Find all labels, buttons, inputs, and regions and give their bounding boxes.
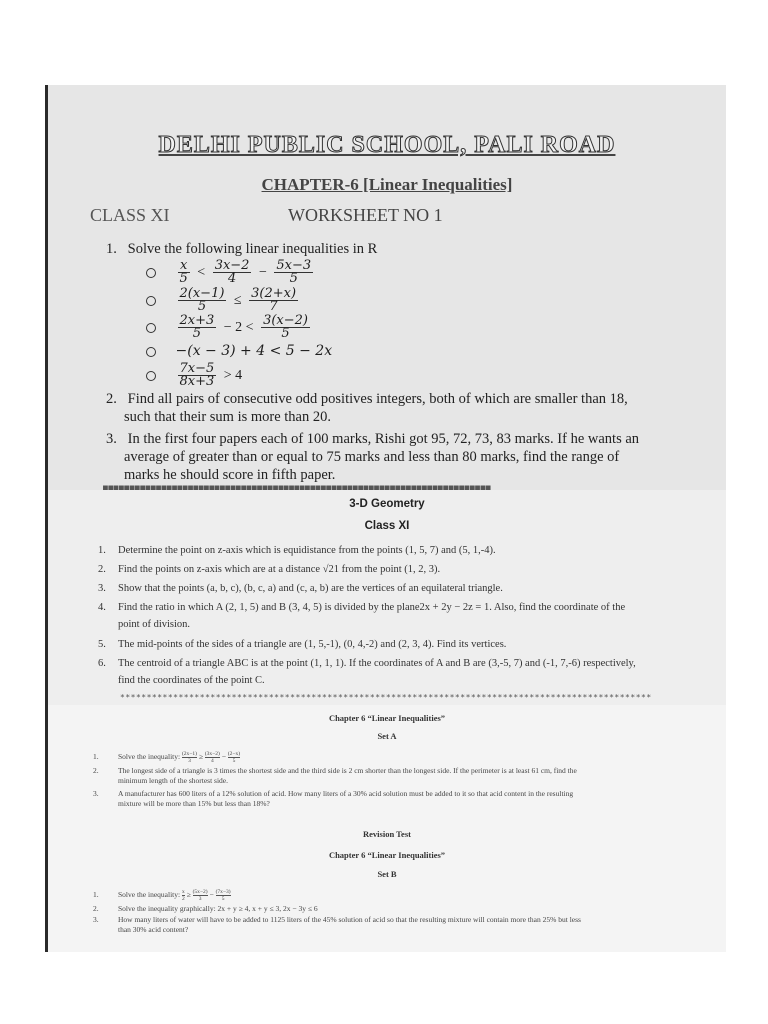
fraction: $\frac{3(2+x)}{7}$ [251, 286, 297, 314]
list-item: 3. Show that the points (a, b, c), (b, c, a) and (c, a, b) are the vertices of an equilateral triangle. [98, 583, 503, 594]
list-item: 2. Find the points on z-axis which are at a distance √21 from the point (1, 2, 3). [98, 564, 441, 575]
separator-line: **************************************************************************************************** [120, 693, 652, 702]
list-item: 2. Solve the inequality graphically: 2x + y ≥ 4, x + y ≤ 3, 2x − 3y ≤ 6 [93, 904, 318, 913]
expression: −(x − 3) + 4 < 5 − 2x [175, 343, 333, 359]
separator-line: ■■■■■■■■■■■■■■■■■■■■■■■■■■■■■■■■■■■■■■■■■■■■■■■■■■■■■■■■■■■■■■■■■■■■■■■■■ [103, 483, 492, 490]
fraction: $\frac{5x-3}{5}$ [276, 258, 312, 286]
fraction: $\frac{(2x-1)}{3}$ [181, 751, 197, 764]
set-label: Set A [377, 731, 397, 741]
fraction: $\frac{(2-x)}{5}$ [227, 751, 241, 764]
class-label: CLASS XI [90, 205, 170, 225]
set-label: Set B [377, 869, 397, 879]
list-item: 1. Solve the inequality: $\frac{(2x-1)}{3}$ ≥ $\frac{(3x-2)}{4}$ − $\frac{(2-x)}{5}$ [93, 751, 241, 764]
question-text: In the first four papers each of 100 marks, Rishi got 95, 72, 73, 83 marks. If he wants an [127, 431, 640, 447]
list-item: 4. Find the ratio in which A (2, 1, 5) and B (3, 4, 5) is divided by the plane2x + 2y − 2z = 1. Also, find the coordinate of the point of division. [98, 602, 626, 630]
chapter-title: CHAPTER-6 [Linear Inequalities] [261, 175, 513, 194]
list-item: 3. A manufacturer has 600 liters of a 12% solution of acid. How many liters of a 30% acid solution must be added to it so that acid content in the resulting mixture will be more than 15% but less than 18%? [93, 789, 574, 808]
inequality-item [146, 260, 315, 285]
list-item: 5. The mid-points of the sides of a triangle are (1, 5,-1), (0, 4,-2) and (2, 3, 4). Find its vertices. [98, 639, 507, 650]
fraction: $\frac{x}{2}$ [181, 889, 185, 902]
question-text: marks he should score in fifth paper. [124, 467, 336, 483]
list-item: 6. The centroid of a triangle ABC is at the point (1, 1, 1). If the coordinates of A and B are (3,-5, 7) and (-1, 7,-6) respectively, find the coordinates of the point C. [98, 658, 636, 686]
question-1 [106, 240, 377, 258]
fraction: $\frac{3(x-2)}{5}$ [263, 313, 308, 341]
inequality-item [146, 288, 300, 313]
worksheet-number: WORKSHEET NO 1 [288, 205, 443, 225]
question-number: 3. [106, 431, 117, 447]
fraction: $\frac{2(x-1)}{5}$ [179, 286, 225, 314]
list-item: 2. The longest side of a triangle is 3 times the shortest side and the third side is 2 cm shorter than the longest side. If the perimeter is at least 61 cm, find the minimum length of the shortest side. [93, 766, 577, 785]
bullet-icon [146, 268, 156, 278]
bullet-icon [146, 347, 156, 357]
list-item: 3. How many liters of water will have to be added to 1125 liters of the 45% solution of acid so that the resulting mixture will contain more than 25% but less than 30% acid content? [93, 915, 581, 934]
question-2 [106, 390, 628, 426]
question-text: such that their sum is more than 20. [124, 409, 331, 425]
section-title: 3-D Geometry [349, 498, 425, 510]
inequality-item [146, 315, 312, 340]
question-number: 1. [106, 241, 117, 257]
section-title: Chapter 6 “Linear Inequalities” [328, 850, 446, 860]
worksheet-section [48, 705, 726, 952]
worksheet-section [48, 490, 726, 705]
inequality-item [146, 363, 244, 388]
relation: − 2 < [223, 319, 254, 335]
list-item: 1. Solve the inequality: $\frac{x}{2}$ ≥ $\frac{(5x-2)}{3}$ − $\frac{(7x-3)}{5}$ [93, 889, 231, 902]
bullet-icon [146, 371, 156, 381]
revision-title: Revision Test [363, 829, 411, 839]
question-text: Find all pairs of consecutive odd positives integers, both of which are smaller than 18, [127, 391, 628, 407]
bullet-icon [146, 296, 156, 306]
question-number: 2. [106, 391, 117, 407]
fraction: $\frac{x}{5}$ [179, 258, 188, 286]
school-name: DELHI PUBLIC SCHOOL, PALI ROAD [158, 132, 616, 158]
question-text: Solve the following linear inequalities in R [127, 241, 378, 257]
list-item: 1. Determine the point on z-axis which is equidistance from the points (1, 5, 7) and (5, 1,-4). [98, 545, 496, 556]
relation: < [197, 264, 206, 280]
relation: ≤ [233, 292, 242, 308]
section-subtitle: Class XI [364, 520, 410, 532]
fraction: $\frac{7x-5}{8x+3}$ [179, 361, 215, 389]
inequality-item [146, 343, 332, 360]
fraction: $\frac{(3x-2)}{4}$ [204, 751, 220, 764]
worksheet-section [48, 85, 726, 490]
fraction: $\frac{(5x-2)}{3}$ [192, 889, 208, 902]
bullet-icon [146, 323, 156, 333]
relation: > 4 [223, 367, 243, 383]
fraction: $\frac{(7x-3)}{5}$ [215, 889, 231, 902]
fraction: $\frac{2x+3}{5}$ [179, 313, 215, 341]
fraction: $\frac{3x-2}{4}$ [214, 258, 250, 286]
worksheet-page [45, 85, 726, 952]
section-title: Chapter 6 “Linear Inequalities” [328, 713, 446, 723]
operator: − [258, 264, 267, 280]
question-text: average of greater than or equal to 75 marks and less than 80 marks, find the range of [124, 449, 620, 465]
question-3 [106, 430, 639, 484]
